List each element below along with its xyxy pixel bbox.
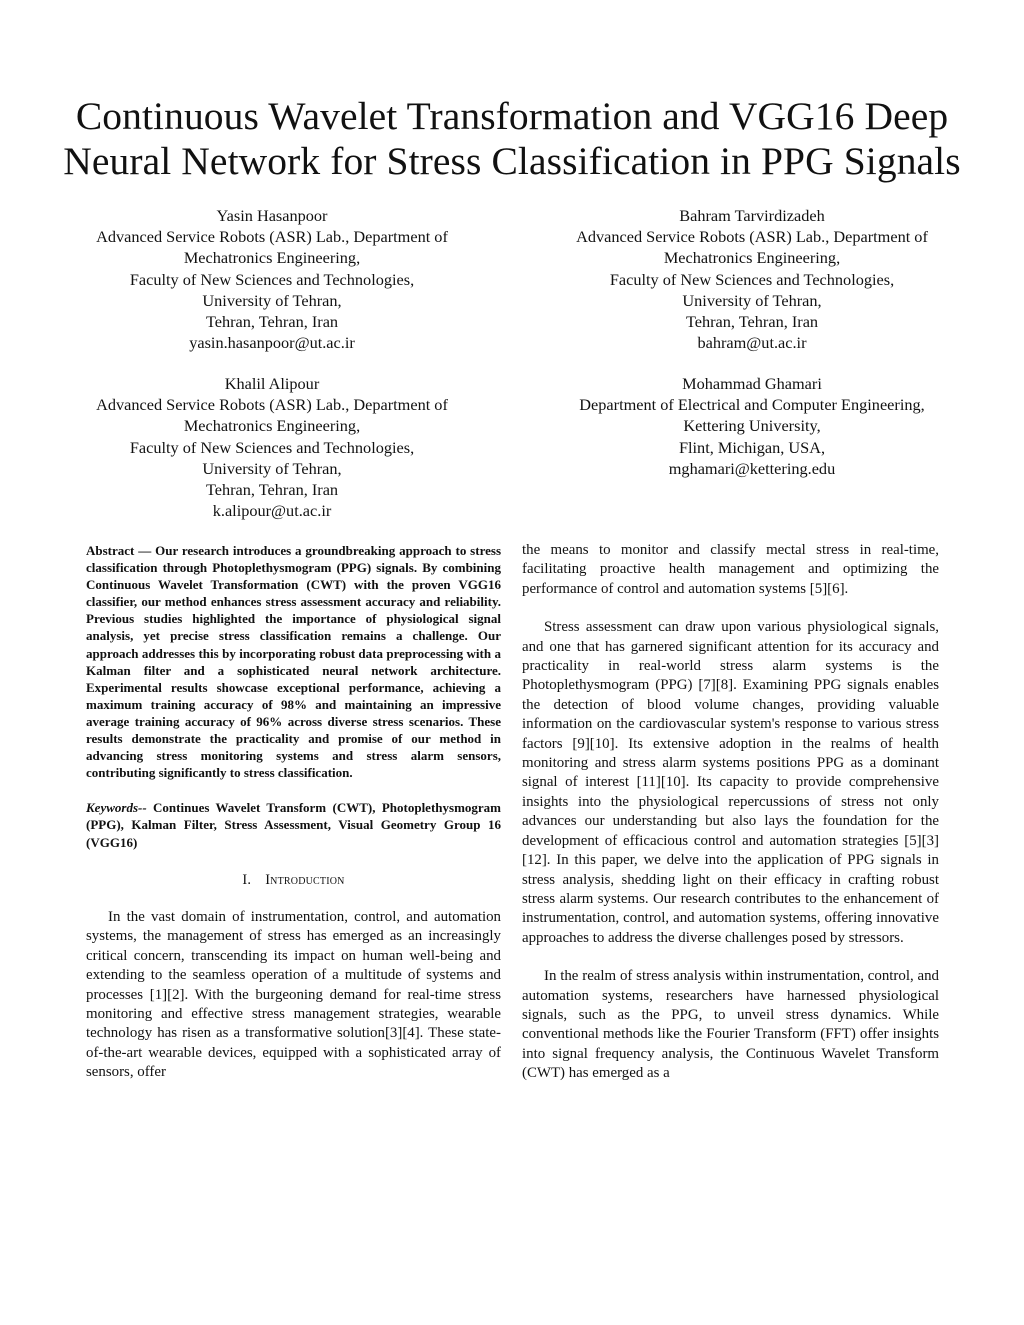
author-affiliation-line: Tehran, Tehran, Iran [205, 480, 339, 500]
author-name: Bahram Tarvirdizadeh [679, 206, 825, 225]
author-email: mghamari@kettering.edu [668, 458, 836, 478]
author-affiliation-line: Mechatronics Engineering, [663, 248, 841, 268]
author-block-tarvirdizadeh [517, 205, 987, 353]
author-affiliation-line: Advanced Service Robots (ASR) Lab., Department of [96, 395, 448, 415]
author-email: yasin.hasanpoor@ut.ac.ir [189, 333, 355, 353]
right-column [522, 541, 939, 1084]
author-affiliation-line: Mechatronics Engineering, [183, 248, 361, 268]
author-affiliation-line: University of Tehran, [682, 290, 822, 310]
author-block-ghamari [517, 373, 987, 479]
author-affiliation-line: Mechatronics Engineering, [183, 416, 361, 436]
body-paragraph: Stress assessment can draw upon various physiological signals, and one that has garnered significant attention for its accuracy and practicality in real-world stress alarm systems is the Photoplethysmogram (PPG) [7][8]. Examining PPG signals enables the detection of blood volume changes, providing valuable information on the cardiovascular system's response to various stress factors [9][10]. Its extensive adoption in the realms of health monitoring and stress alarm systems positions PPG as a dominant signal of interest [11][10]. Its capacity to provide comprehensive insights into the physiological repercussions of stress not only advances our understanding but also lays the foundation for the development of efficacious control and automation strategies [5][3][12]. In this paper, we delve into the application of PPG signals in stress analysis, shedding light on their efficacy in crafting robust stress alarm systems. Our research contributes to the enhancement of instrumentation, control, and automation systems, offering innovative approaches to address the diverse challenges posed by stressors. [522, 619, 939, 946]
author-affiliation-line: Advanced Service Robots (ASR) Lab., Department of [576, 227, 928, 247]
body-paragraph: In the vast domain of instrumentation, control, and automation systems, the management of stress has emerged as an increasingly critical concern, transcending its impact on human well-being and extending to the seamless operation of a multitude of systems and processes [1][2]. With the burgeoning demand for real-time stress monitoring and effective stress management strategies, wearable technology has risen as a transformative solution[3][4]. These state-of-the-art wearable devices, equipped with a sophisticated array of sensors, offer [86, 909, 501, 1081]
section-heading-introduction [86, 871, 501, 890]
author-affiliation-line: Advanced Service Robots (ASR) Lab., Department of [96, 227, 448, 247]
section-number: I. [242, 871, 252, 888]
author-name: Mohammad Ghamari [682, 374, 822, 393]
left-column [86, 542, 501, 1083]
keywords-label: Keywords-- [86, 800, 147, 816]
body-paragraph: the means to monitor and classify mectal stress in real-time, facilitating proactive health management and optimizing the performance of control and automation systems [5][6]. [522, 542, 939, 597]
author-name: Yasin Hasanpoor [216, 206, 328, 225]
author-affiliation-line: Flint, Michigan, USA, [678, 437, 826, 457]
paper-title [40, 94, 984, 184]
author-affiliation-line: Faculty of New Sciences and Technologies, [129, 437, 415, 457]
author-block-hasanpoor [37, 205, 507, 353]
author-affiliation-line: Kettering University, [683, 416, 821, 436]
author-affiliation-line: University of Tehran, [202, 458, 342, 478]
author-affiliation-line: Faculty of New Sciences and Technologies, [129, 269, 415, 289]
author-affiliation-line: Department of Electrical and Computer Engineering, [579, 395, 925, 415]
author-block-alipour [37, 373, 507, 521]
title-line-2: Neural Network for Stress Classification in PPG Signals [63, 139, 961, 183]
author-affiliation-line: University of Tehran, [202, 290, 342, 310]
author-affiliation-line: Tehran, Tehran, Iran [685, 312, 819, 332]
author-affiliation-line: Faculty of New Sciences and Technologies, [609, 269, 895, 289]
abstract: Abstract — Our research introduces a groundbreaking approach to stress classification through Photoplethysmogram (PPG) signals. By combining Continuous Wavelet Transformation (CWT) with the proven VGG16 classifier, our method enhances stress assessment accuracy and reliability. Previous studies highlighted the importance of physiological signal analysis, yet precise stress classification remains a challenge. Our approach addresses this by incorporating robust data preprocessing with a Kalman filter and a sophisticated neural network architecture. Experimental results showcase exceptional performance, achieving a maximum training accuracy of 98% and maintaining an impressive average training accuracy of 96% across diverse stress scenarios. These results demonstrate the practicality and promise of our method in advancing stress monitoring systems and stress alarm sensors, contributing significantly to stress classification. [86, 543, 501, 781]
author-name: Khalil Alipour [224, 374, 320, 393]
keywords-text: Continues Wavelet Transform (CWT), Photoplethysmogram (PPG), Kalman Filter, Stress Assessment, Visual Geometry Group 16 (VGG16) [86, 800, 501, 850]
title-line-1: Continuous Wavelet Transformation and VGG16 Deep [75, 94, 949, 138]
section-title: Introduction [265, 871, 345, 888]
author-email: k.alipour@ut.ac.ir [212, 501, 332, 521]
keywords [86, 799, 501, 850]
author-email: bahram@ut.ac.ir [697, 333, 807, 353]
author-affiliation-line: Tehran, Tehran, Iran [205, 312, 339, 332]
body-paragraph: In the realm of stress analysis within instrumentation, control, and automation systems, researchers have harnessed physiological signals, such as the PPG, to unveil stress dynamics. While conventional methods like the Fourier Transform (FFT) offer insights into signal frequency analysis, the Continuous Wavelet Transform (CWT) has emerged as a [522, 968, 939, 1082]
